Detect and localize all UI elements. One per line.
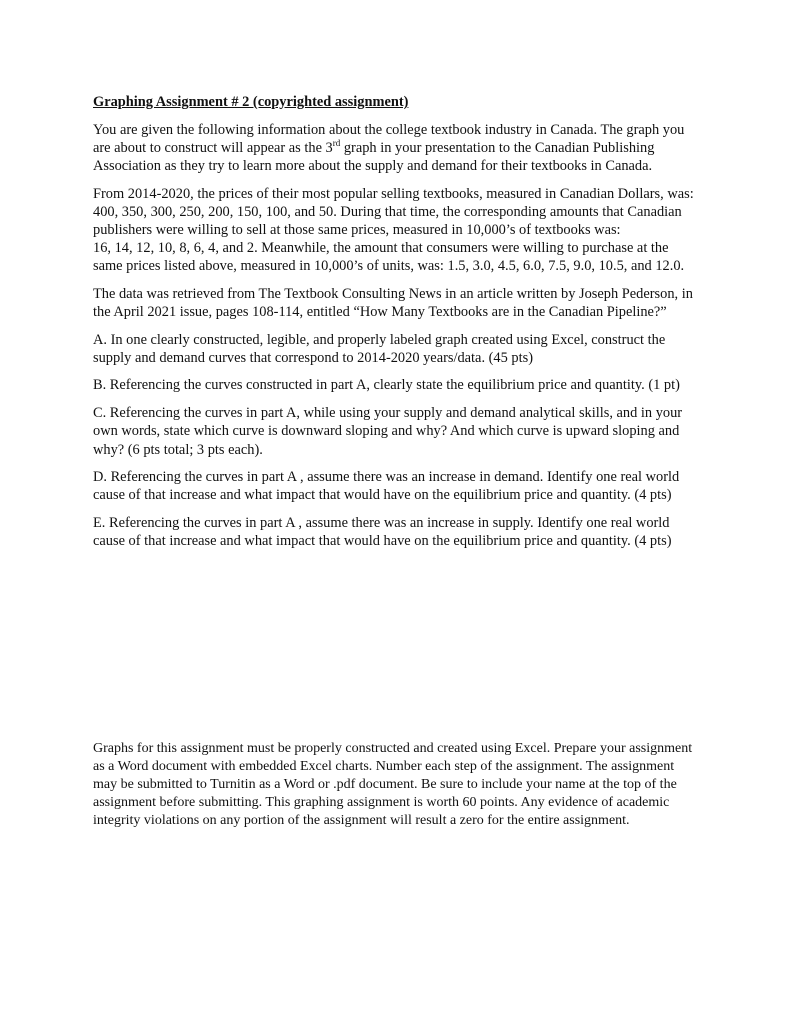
question-b: B. Referencing the curves constructed in part A, clearly state the equilibrium price and quantity. (1 pt) [93,377,680,394]
data-paragraph-line2: 16, 14, 12, 10, 8, 6, 4, and 2. Meanwhile, the amount that consumers were willing to purchase at the same prices listed above, measured in 10,000’s of units, was: 1.5, 3.0, 4.5, 6.0, 7.5, 9.0, 10.5, and 12.0. [93,240,685,275]
document-body [93,93,700,551]
closing-paragraph: Graphs for this assignment must be properly constructed and created using Excel. Prepare your assignment as a Word document with embedded Excel charts. Number each step of the assignment. The assignment may be submitted to Turnitin as a Word or .pdf document. Be sure to include your name at the top of the assignment before submitting. This graphing assignment is worth 60 points. Any evidence of academic integrity violations on any portion of the assignment will result a zero for the entire assignment. [93,741,693,829]
source-paragraph: The data was retrieved from The Textbook Consulting News in an article written by Joseph Pederson, in the April 2021 issue, pages 108-114, entitled “How Many Textbooks are in the Canadian Pipeline?” [93,285,693,320]
data-paragraph-line1: From 2014-2020, the prices of their most popular selling textbooks, measured in Canadian Dollars, was: 400, 350, 300, 250, 200, 150, 100, and 50. During that time, the corresponding amounts that Canadian publishers were willing to sell at those same prices, measured in 10,000’s of textbooks was: [93,185,694,239]
intro-superscript: rd [332,138,341,149]
question-a: A. In one clearly constructed, legible, and properly labeled graph created using Excel, construct the supply and demand curves that correspond to 2014-2020 years/data. (45 pts) [93,331,666,366]
intro-paragraph [93,121,700,176]
question-d: D. Referencing the curves in part A , assume there was an increase in demand. Identify one real world cause of that increase and what impact that would have on the equilibrium price and quantity. (4 pts) [93,469,680,504]
question-c: C. Referencing the curves in part A, while using your supply and demand analytical skills, and in your own words, state which curve is downward sloping and why? And which curve is upward sloping and why? (6 pts total; 3 pts each). [93,405,683,458]
document-title: Graphing Assignment # 2 (copyrighted assignment) [93,94,409,110]
intro-text-2: graph in your presentation to the Canadian Publishing Association as they try to learn more about the supply and demand for their textbooks in Canada. [93,140,655,175]
intro-text-1: You are given the following information about the college textbook industry in Canada. The graph you are about to construct will appear as the 3 [93,122,685,157]
question-e: E. Referencing the curves in part A , assume there was an increase in supply. Identify one real world cause of that increase and what impact that would have on the equilibrium price and quantity. (4 pts) [93,515,672,550]
